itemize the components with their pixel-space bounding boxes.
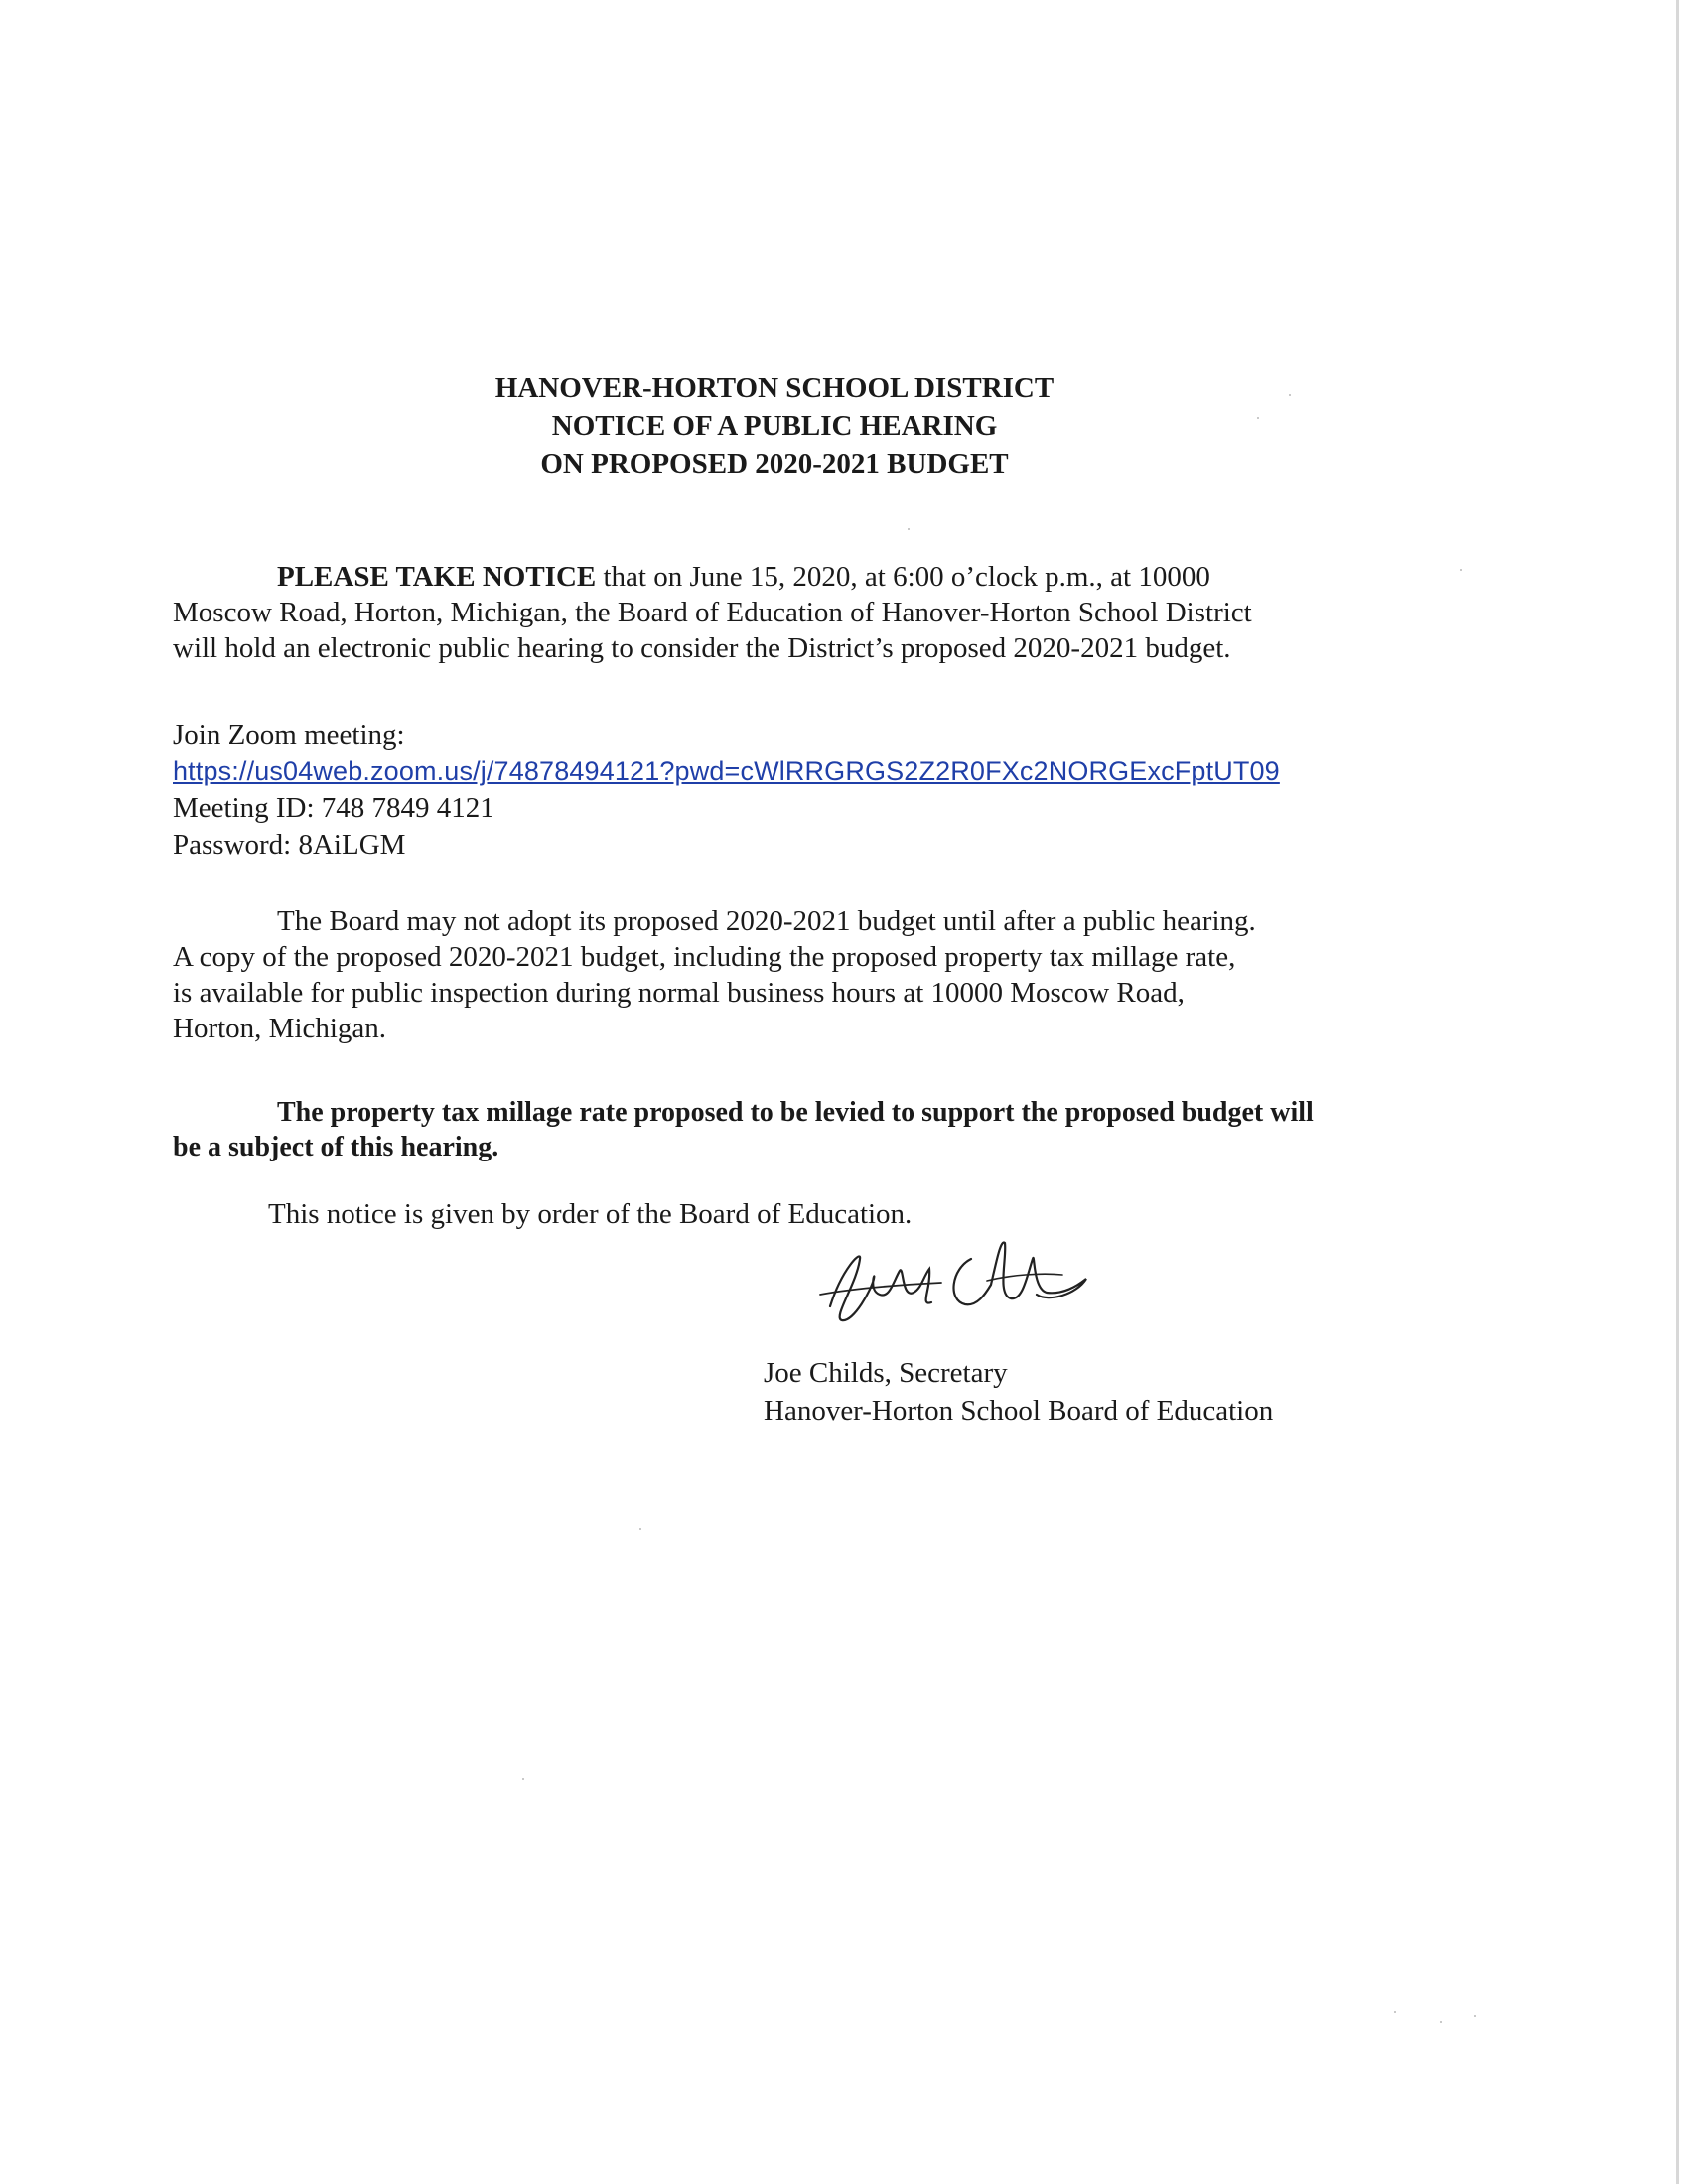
millage-line2: be a subject of this hearing. (173, 1132, 499, 1162)
zoom-join-label: Join Zoom meeting: (173, 719, 405, 751)
signature (802, 1229, 1100, 1338)
notice-paragraph (173, 559, 1424, 666)
scan-speck (522, 1778, 524, 1780)
scan-speck (1460, 569, 1462, 571)
budget-paragraph (173, 903, 1424, 1046)
notice-heading (0, 369, 1549, 482)
scan-speck (1257, 417, 1259, 419)
millage-paragraph (173, 1095, 1424, 1164)
scan-speck (639, 1528, 641, 1530)
notice-line3: will hold an electronic public hearing to consider the District’s proposed 2020-2021 budget. (173, 632, 1231, 664)
signatory-block (764, 1354, 1273, 1430)
heading-budget: ON PROPOSED 2020-2021 BUDGET (540, 448, 1009, 479)
page-edge (1676, 0, 1679, 2184)
signatory-name: Joe Childs, Secretary (764, 1357, 1008, 1389)
scan-speck (1440, 2021, 1442, 2023)
budget-line2: A copy of the proposed 2020-2021 budget, including the proposed property tax millage rate, (173, 941, 1236, 973)
budget-line3: is available for public inspection during normal business hours at 10000 Moscow Road, (173, 977, 1185, 1009)
notice-line2: Moscow Road, Horton, Michigan, the Board of Education of Hanover-Horton School District (173, 597, 1252, 628)
heading-district: HANOVER-HORTON SCHOOL DISTRICT (494, 372, 1055, 404)
zoom-password: Password: 8AiLGM (173, 829, 406, 861)
closing-statement: This notice is given by order of the Board of Education. (268, 1198, 913, 1230)
scan-speck (1474, 2015, 1476, 2017)
signatory-organization: Hanover-Horton School Board of Education (764, 1395, 1274, 1427)
millage-line1: The property tax millage rate proposed to be levied to support the proposed budget will (277, 1097, 1314, 1128)
heading-notice: NOTICE OF A PUBLIC HEARING (551, 410, 998, 442)
budget-line1: The Board may not adopt its proposed 2020-2021 budget until after a public hearing. (277, 905, 1256, 937)
scan-speck (1289, 394, 1291, 396)
notice-line1: that on June 15, 2020, at 6:00 o’clock p.m., at 10000 (596, 561, 1210, 593)
budget-line4: Horton, Michigan. (173, 1013, 387, 1044)
zoom-meeting-link[interactable]: https://us04web.zoom.us/j/74878494121?pwd=cWlRRGRGS2Z2R0FXc2NORGExcFptUT09 (173, 756, 1280, 786)
notice-lead: PLEASE TAKE NOTICE (277, 561, 597, 593)
scan-speck (908, 528, 910, 530)
zoom-meeting-id: Meeting ID: 748 7849 4121 (173, 792, 494, 824)
zoom-details (173, 717, 1424, 864)
scan-speck (1394, 2011, 1396, 2013)
